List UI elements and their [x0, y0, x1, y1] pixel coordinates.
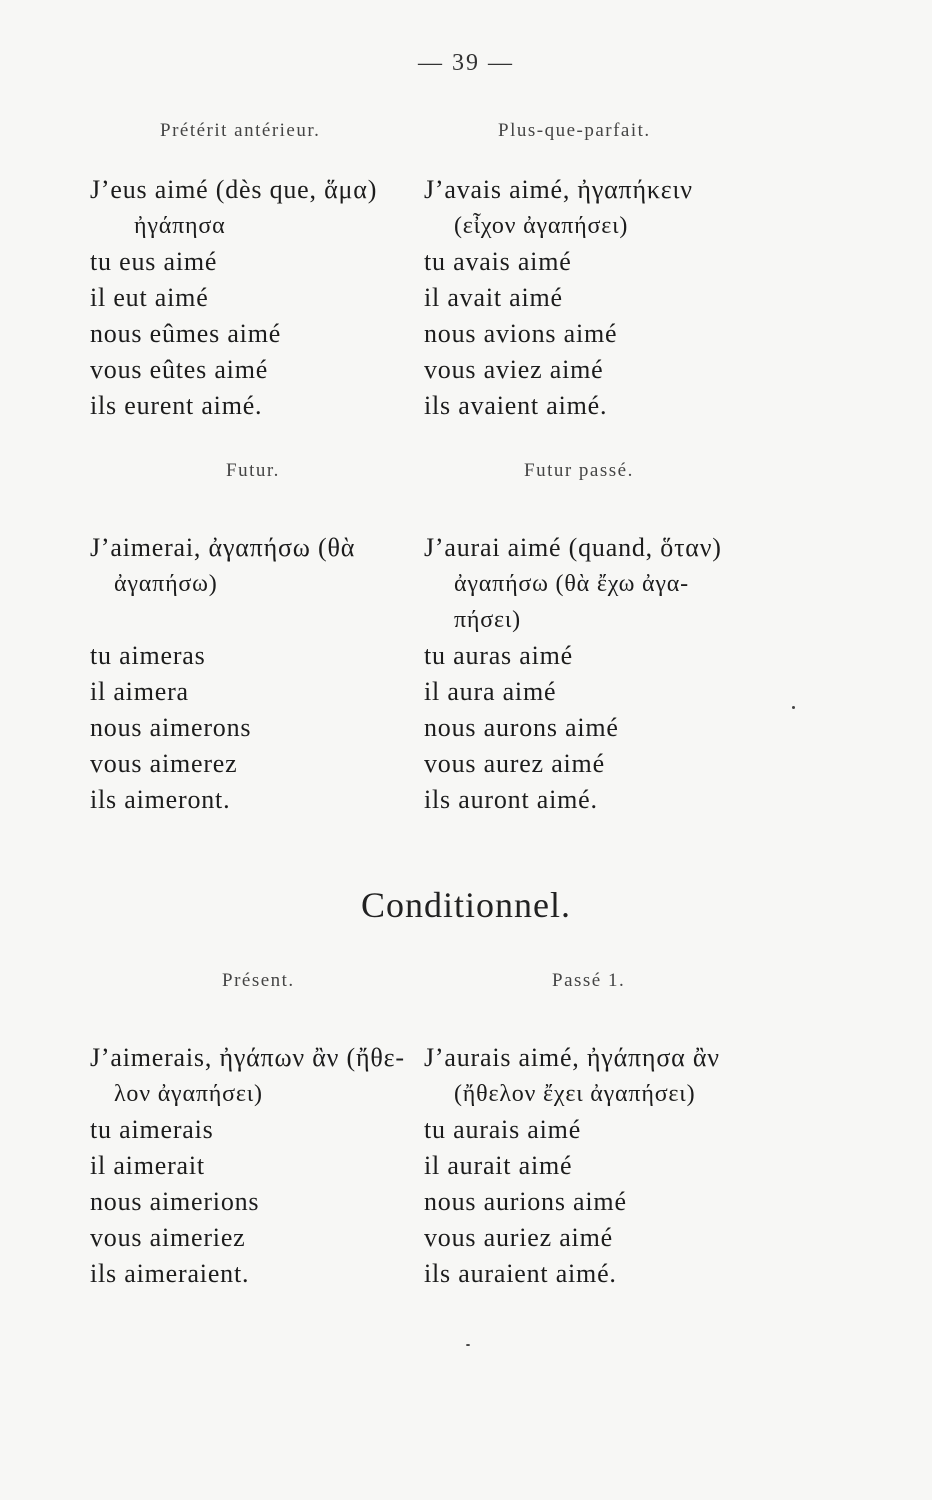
conjugation-line: λον ἀγαπήσει) [114, 1081, 263, 1107]
subheading-preterit-anterieur: Prétérit antérieur. [160, 120, 321, 141]
conjugation-line: J’aimerai, ἀγαπήσω (θὰ [90, 533, 356, 562]
conjugation-line: il aura aimé [424, 677, 557, 706]
conjugation-line: tu auras aimé [424, 641, 574, 670]
conjugation-line: il aimerait [90, 1151, 205, 1180]
conjugation-line: J’aimerais, ἠγάπων ἂν (ἤθε- [90, 1043, 405, 1072]
conjugation-line: il eut aimé [90, 283, 209, 312]
plus-que-parfait-conjugation [424, 172, 754, 424]
page-number: — 39 — [418, 50, 514, 76]
conjugation-line: il aurait aimé [424, 1151, 573, 1180]
conjugation-line: ἠγάπησα [134, 213, 226, 239]
conjugation-line: J’aurais aimé, ἠγάπησα ἂν [424, 1043, 720, 1072]
conjugation-line: il aimera [90, 677, 189, 706]
conjugation-line: (ἤθελον ἔχει ἀγαπήσει) [454, 1081, 696, 1107]
conjugation-line: vous aviez aimé [424, 355, 604, 384]
subheading-futur-passe: Futur passé. [524, 460, 634, 481]
conjugation-line: ils aimeront. [90, 785, 231, 814]
conjugation-line: vous aimerez [90, 749, 238, 778]
conjugation-line: J’aurai aimé (quand, ὅταν) [424, 533, 722, 562]
conjugation-line: vous aimeriez [90, 1223, 246, 1252]
conjugation-line: ἀγαπήσω) [114, 571, 218, 597]
conditionnel-passe-conjugation [424, 1040, 754, 1292]
conditionnel-present-conjugation [90, 1040, 420, 1292]
conjugation-line: ils aimeraient. [90, 1259, 250, 1288]
conjugation-line: ils avaient aimé. [424, 391, 608, 420]
conjugation-line: ils eurent aimé. [90, 391, 263, 420]
speck-mark [792, 706, 795, 709]
conjugation-line: πήσει) [454, 607, 521, 633]
conjugation-line: J’avais aimé, ἠγαπήκειν [424, 175, 693, 204]
conjugation-line: ils auraient aimé. [424, 1259, 617, 1288]
conjugation-line: tu eus aimé [90, 247, 218, 276]
conjugation-line: tu aurais aimé [424, 1115, 582, 1144]
conjugation-line: (εἶχον ἀγαπήσει) [454, 213, 629, 239]
conjugation-line: nous eûmes aimé [90, 319, 282, 348]
conjugation-line: tu aimerais [90, 1115, 214, 1144]
conjugation-line: ils auront aimé. [424, 785, 598, 814]
conjugation-line: vous eûtes aimé [90, 355, 269, 384]
section-heading-conditionnel: Conditionnel. [361, 885, 571, 925]
conjugation-line: ἀγαπήσω (θὰ ἔχω ἀγα- [454, 571, 689, 597]
subheading-passe-1: Passé 1. [552, 970, 626, 991]
conjugation-line: il avait aimé [424, 283, 563, 312]
speck-mark [466, 1344, 470, 1346]
conjugation-line: vous auriez aimé [424, 1223, 613, 1252]
conjugation-line: nous avions aimé [424, 319, 618, 348]
conjugation-line: tu avais aimé [424, 247, 572, 276]
conjugation-line: J’eus aimé (dès que, ἅμα) [90, 175, 378, 204]
conjugation-line: tu aimeras [90, 641, 206, 670]
subheading-futur: Futur. [226, 460, 280, 481]
subheading-plus-que-parfait: Plus-que-parfait. [498, 120, 651, 141]
conjugation-line: nous aimerions [90, 1187, 260, 1216]
subheading-present: Présent. [222, 970, 295, 991]
conjugation-line: vous aurez aimé [424, 749, 605, 778]
futur-conjugation [90, 530, 420, 818]
conjugation-line: nous aurions aimé [424, 1187, 627, 1216]
conjugation-line: nous aurons aimé [424, 713, 619, 742]
preterit-anterieur-conjugation [90, 172, 420, 424]
conjugation-line: nous aimerons [90, 713, 252, 742]
futur-passe-conjugation [424, 530, 754, 818]
